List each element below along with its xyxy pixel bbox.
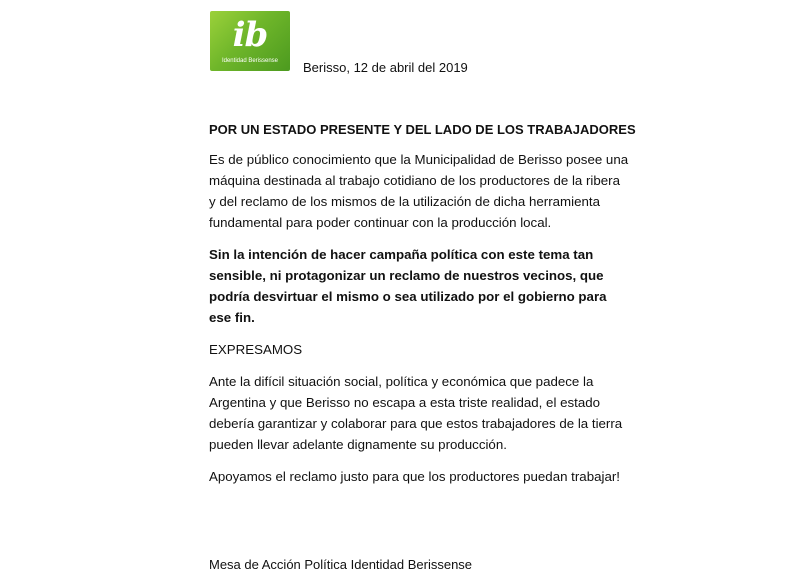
logo-mark: ib [232,15,268,55]
paragraph-situation: Ante la difícil situación social, política y económica que padece la Argentina y que Berisso no escapa a esta triste realidad, el estado debería garantizar y colaborar para que estos trabajadores de la tierra pueden llevar adelante dignamente su producción. [209,374,623,452]
signature: Mesa de Acción Política Identidad Berissense [209,557,473,572]
paragraph-intro: Es de público conocimiento que la Municipalidad de Berisso posee una máquina destinada al trabajo cotidiano de los productores de la ribera y del reclamo de los mismos de la utilización de dicha herramienta fundamental para poder continuar con la producción local. [209,152,629,230]
paragraph-support: Apoyamos el reclamo justo para que los productores puedan trabajar! [209,469,620,484]
logo-subtitle: Identidad Berissense [221,58,279,64]
letter-heading: POR UN ESTADO PRESENTE Y DEL LADO DE LOS TRABAJADORES [209,122,636,137]
paragraph-disclaimer: Sin la intención de hacer campaña política con este tema tan sensible, ni protagonizar un reclamo de nuestros vecinos, que podría desvirtuar el mismo o sea utilizado por el gobierno para ese fin. [209,247,607,325]
letter-body [209,119,636,498]
paragraph-expresamos: EXPRESAMOS [209,342,303,357]
identidad-berissense-logo [210,11,290,71]
date-line: Berisso, 12 de abril del 2019 [303,60,468,75]
